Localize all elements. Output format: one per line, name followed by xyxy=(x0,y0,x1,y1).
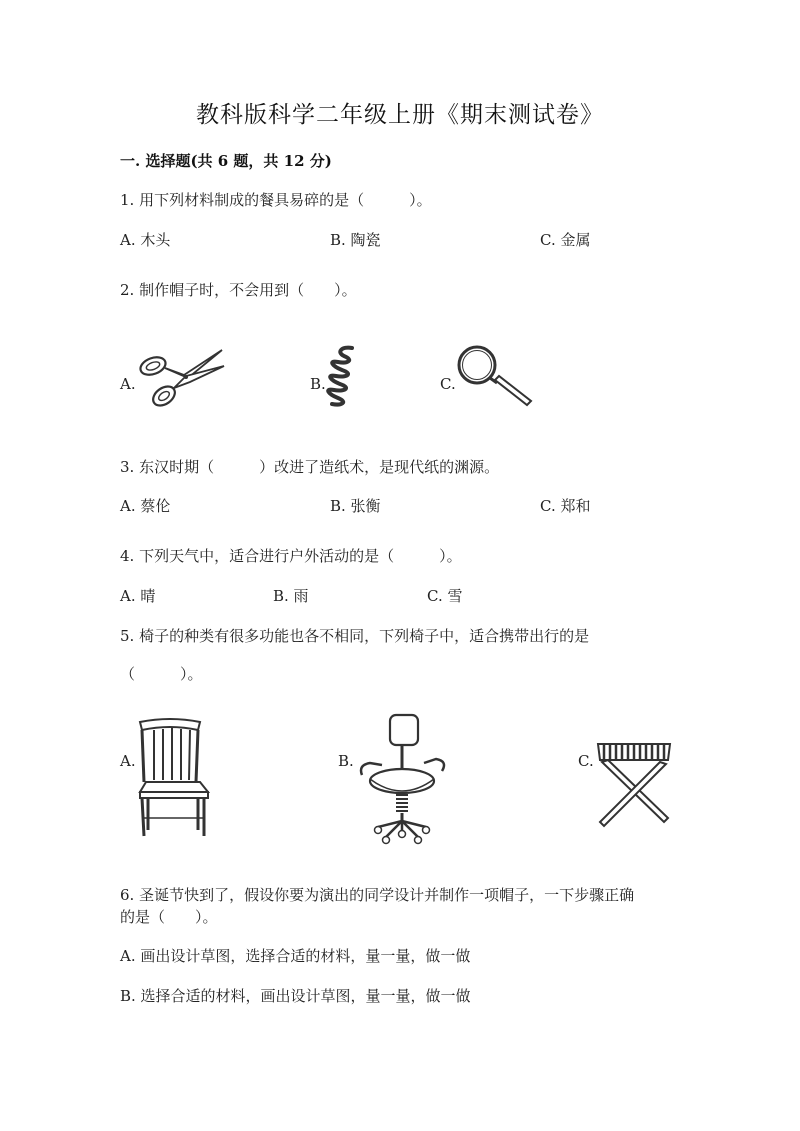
question-3-option-a[interactable]: A. 蔡伦 xyxy=(120,497,171,515)
question-1-option-b[interactable]: B. 陶瓷 xyxy=(330,231,381,249)
question-6-text-line2: 的是（ ）。 xyxy=(120,908,218,926)
scissors-icon xyxy=(136,344,228,414)
question-6-text-line1: 6. 圣诞节快到了，假设你要为演出的同学设计并制作一项帽子，一下步骤正确 xyxy=(120,886,635,904)
section-header: 一. 选择题(共 6 题，共 12 分) xyxy=(120,152,332,170)
question-6-option-b[interactable]: B. 选择合适的材料，画出设计草图，量一量，做一做 xyxy=(120,987,471,1005)
question-3-option-c[interactable]: C. 郑和 xyxy=(540,497,591,515)
question-2-option-b[interactable]: B. xyxy=(310,375,326,393)
question-5-option-b[interactable]: B. xyxy=(338,752,354,770)
question-2-text: 2. 制作帽子时，不会用到（ ）。 xyxy=(120,281,357,299)
office-chair-icon xyxy=(356,713,448,853)
question-1-text: 1. 用下列材料制成的餐具易碎的是（ ）。 xyxy=(120,191,432,209)
question-5-text-line2: （ ）。 xyxy=(120,665,203,683)
page-title: 教科版科学二年级上册《期末测试卷》 xyxy=(196,102,604,128)
question-3-text: 3. 东汉时期（ ）改进了造纸术，是现代纸的渊源。 xyxy=(120,458,500,476)
question-4-option-c[interactable]: C. 雪 xyxy=(427,587,463,605)
folding-stool-icon xyxy=(594,738,674,834)
question-6-option-a[interactable]: A. 画出设计草图，选择合适的材料，量一量，做一做 xyxy=(120,947,471,965)
wooden-chair-icon xyxy=(132,718,212,844)
question-5-option-a[interactable]: A. xyxy=(120,752,136,770)
question-3-option-b[interactable]: B. 张衡 xyxy=(330,497,381,515)
question-2-option-c[interactable]: C. xyxy=(440,375,456,393)
question-5-option-c[interactable]: C. xyxy=(578,752,594,770)
magnifying-glass-icon xyxy=(455,343,535,415)
question-2-option-a[interactable]: A. xyxy=(120,375,136,393)
question-4-text: 4. 下列天气中，适合进行户外活动的是（ ）。 xyxy=(120,547,462,565)
question-1-option-a[interactable]: A. 木头 xyxy=(120,231,171,249)
question-1-option-c[interactable]: C. 金属 xyxy=(540,231,591,249)
question-5-text-line1: 5. 椅子的种类有很多功能也各不相同，下列椅子中，适合携带出行的是 xyxy=(120,627,590,645)
question-4-option-a[interactable]: A. 晴 xyxy=(120,587,156,605)
question-4-option-b[interactable]: B. 雨 xyxy=(273,587,309,605)
spring-icon xyxy=(322,344,362,412)
